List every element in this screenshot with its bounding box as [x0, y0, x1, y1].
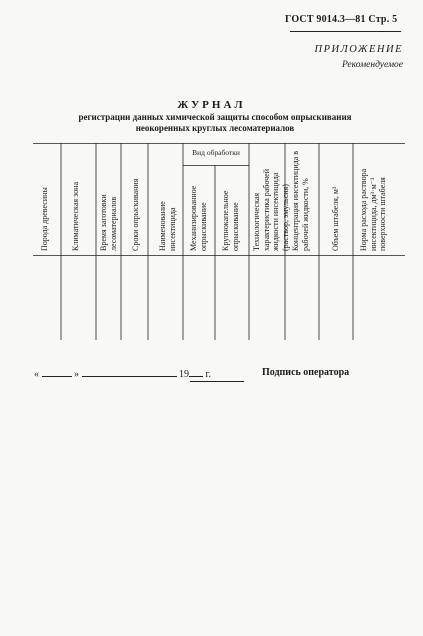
- journal-subtitle-line-2: неокоренных круглых лесоматериалов: [135, 123, 295, 133]
- appendix-title: ПРИЛОЖЕНИЕ: [314, 44, 403, 55]
- journal-title: ЖУРНАЛ: [177, 99, 246, 111]
- column-header-coarse-drop-spraying: Крупнокапельное опрыскивание: [221, 190, 240, 251]
- year-prefix: 19: [179, 369, 189, 380]
- column-header-mechanized-spraying: Механизированное опрыскивание: [189, 185, 208, 251]
- column-header-liquid-characteristics: Технологическая характеристика рабочей жидкости инсектицида (раствор, эмульсия): [252, 168, 290, 251]
- open-quote: «: [34, 369, 39, 380]
- year-blank: [189, 367, 203, 377]
- date-line: [34, 367, 211, 380]
- column-header-spraying-dates: Сроки опрыскивания: [131, 178, 140, 251]
- day-blank: [42, 367, 72, 377]
- year-suffix: г.: [205, 369, 211, 380]
- header-rule: [290, 31, 401, 32]
- document-header: ГОСТ 9014.3—81 Стр. 5: [285, 14, 398, 25]
- journal-table: [33, 143, 405, 340]
- column-header-consumption-rate: Норма расхода раствора инсектицида, дм³·м⁻³ поверхности штабеля: [359, 168, 387, 251]
- month-blank: [82, 367, 177, 377]
- column-header-climate-zone: Климатическая зона: [71, 181, 80, 251]
- journal-subtitle-line-1: регистрации данных химической защиты способом опрыскивания: [78, 112, 352, 122]
- column-header-concentration: Концентрация инсектицида в рабочей жидкости, %: [291, 151, 310, 251]
- column-header-stack-volume: Объем штабеля, м³: [331, 186, 340, 251]
- column-header-wood-species: Порода древесины: [40, 187, 49, 251]
- table-grid: [33, 143, 405, 340]
- journal-subtitle: [60, 112, 370, 134]
- signature-line: [190, 381, 244, 382]
- close-quote: »: [74, 369, 79, 380]
- appendix-subtitle: Рекомендуемое: [341, 60, 403, 70]
- column-header-insecticide-name: Наименование инсектицида: [158, 201, 177, 251]
- group-header-treatment-type: Вид обработки: [192, 148, 240, 157]
- column-header-harvest-time: Время заготовки лесоматериалов: [99, 194, 118, 251]
- operator-signature-label: Подпись оператора: [262, 367, 350, 378]
